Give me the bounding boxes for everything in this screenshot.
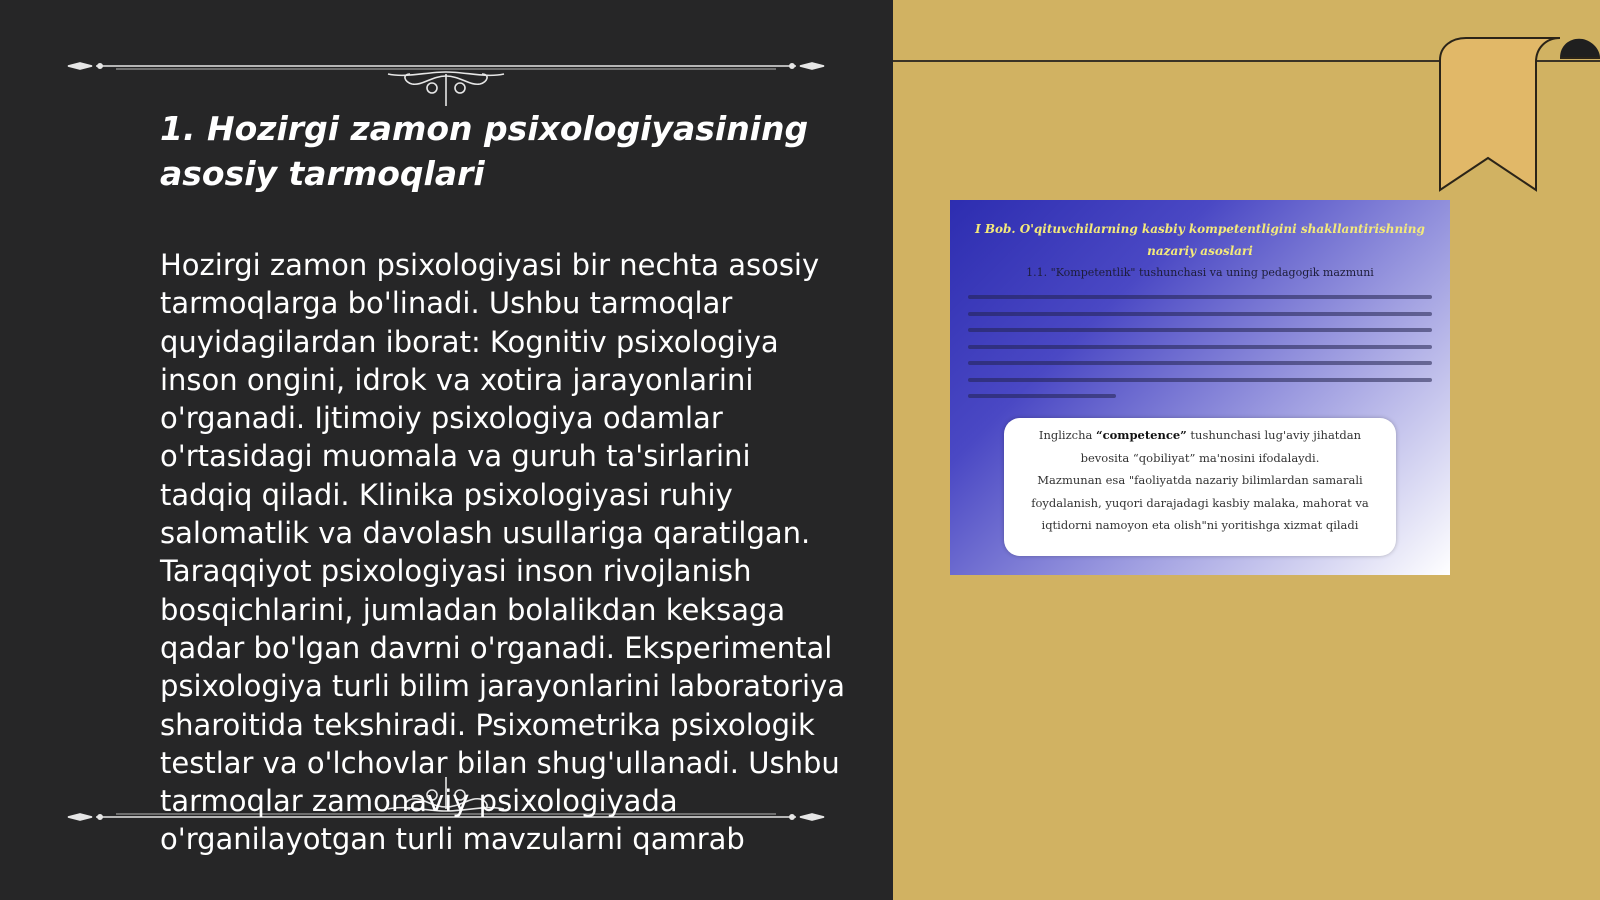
document-text-line (968, 295, 1432, 299)
definition-line-2: Mazmunan esa "faoliyatda nazariy bilimlardan samarali foydalanish, yuqori darajadagi kasbiy malaka, mahorat va iqtidorni namoyon eta olish"ni yoritishga xizmat qiladi (1031, 473, 1369, 532)
document-text-line (968, 345, 1432, 349)
document-heading: I Bob. O'qituvchilarning kasbiy kompetentligini shakllantirishning nazariy asoslari (975, 222, 1425, 258)
slide-body-text: Hozirgi zamon psixologiyasi bir nechta asosiy tarmoqlarga bo'linadi. Ushbu tarmoqlar quyidagilardan iborat: Kognitiv psixologiya inson ongini, idrok va xotira jarayonlarini o'rganadi. Ijtimoiy psixologiya odamlar o'rtasidagi muomala va guruh ta'sirlarini tadqiq qiladi. Klinika psixologiyasi ruhiy salomatlik va davolash usullariga qaratilgan. Taraqqiyot psixologiyasi inson rivojlanish bosqichlarini, jumladan bolalikdan keksaga qadar bo'lgan davrni o'rganadi. Eksperimental psixologiya turli bilim jarayonlarini laboratoriya sharoitida tekshiradi. Psixometrika psixologik testlar va o'lchovlar bilan shug'ullanadi. Ushbu tarmoqlar zamonaviy psixologiyada o'rganilayotgan turli mavzularni qamrab (160, 248, 846, 857)
document-text-lines (968, 295, 1432, 411)
document-image (950, 200, 1450, 575)
definition-keyword: “competence” (1096, 428, 1187, 442)
document-text-line (968, 378, 1432, 382)
slide-title: 1. Hozirgi zamon psixologiyasining asosiy tarmoqlari (160, 109, 809, 193)
definition-line-1: tushunchasi lug'aviy jihatdan bevosita “qobiliyat” ma'nosini ifodalaydi. (1080, 428, 1362, 465)
bookmark-ribbon-icon (1430, 30, 1600, 200)
document-text-line (968, 312, 1432, 316)
definition-prefix: Inglizcha (1038, 428, 1097, 442)
document-text-line (968, 361, 1432, 365)
definition-box (1004, 418, 1396, 556)
document-text-line (968, 328, 1432, 332)
document-text-line (968, 394, 1116, 398)
document-subheading: 1.1. "Kompetentlik" tushunchasi va uning pedagogik mazmuni (1026, 266, 1374, 279)
flourish-divider-icon (66, 58, 826, 108)
